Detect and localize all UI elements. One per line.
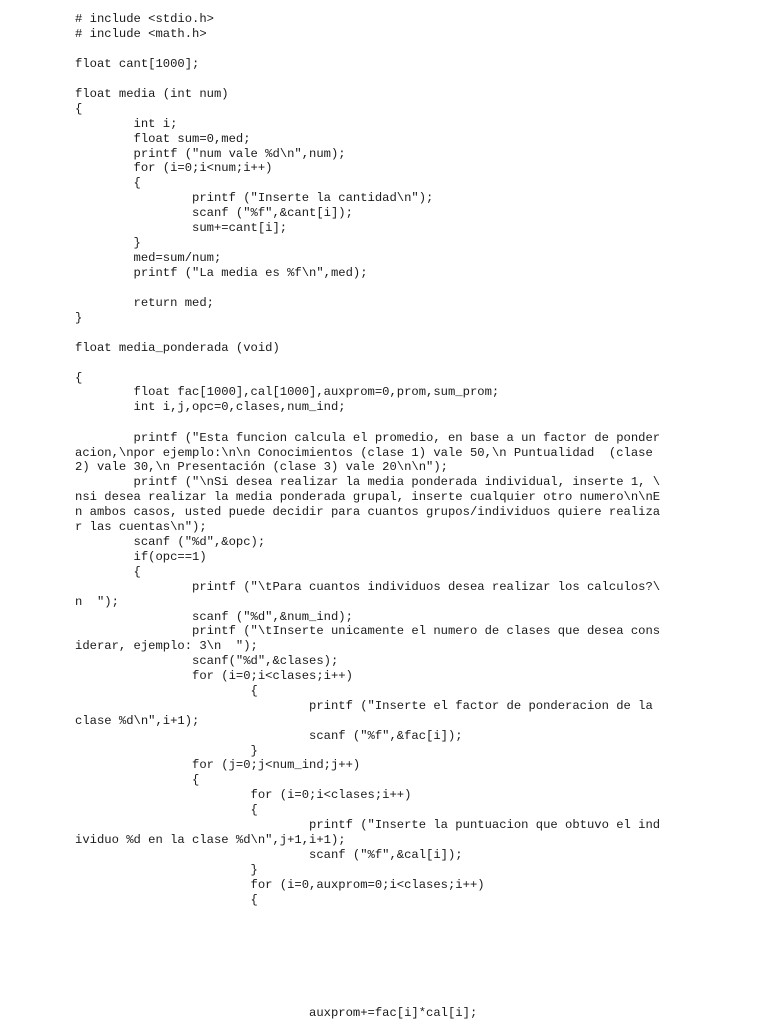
- code-line: clase %d\n",i+1);: [75, 714, 200, 728]
- code-line: nsi desea realizar la media ponderada grupal, inserte cualquier otro numero\n\nE: [75, 490, 661, 504]
- code-line: for (i=0;i<clases;i++): [75, 788, 412, 802]
- code-line: printf ("Inserte el factor de ponderacion de la: [75, 699, 653, 713]
- code-line: scanf ("%f",&fac[i]);: [75, 729, 463, 743]
- code-line: iderar, ejemplo: 3\n ");: [75, 639, 258, 653]
- code-line: printf ("Inserte la puntuacion que obtuvo el ind: [75, 818, 661, 832]
- code-line: }: [75, 236, 141, 250]
- code-line: float cant[1000];: [75, 57, 200, 71]
- code-line: {: [75, 893, 258, 907]
- code-line: printf ("\tPara cuantos individuos desea realizar los calculos?\: [75, 580, 661, 594]
- code-line: for (i=0;i<num;i++): [75, 161, 273, 175]
- code-line: 2) vale 30,\n Presentación (clase 3) vale 20\n\n");: [75, 460, 448, 474]
- code-line: scanf ("%d",&opc);: [75, 535, 266, 549]
- code-line: float fac[1000],cal[1000],auxprom=0,prom,sum_prom;: [75, 385, 500, 399]
- code-line: r las cuentas\n");: [75, 520, 207, 534]
- code-line: scanf ("%f",&cant[i]);: [75, 206, 353, 220]
- code-line: if(opc==1): [75, 550, 207, 564]
- code-line: float media_ponderada (void): [75, 341, 280, 355]
- code-line: printf ("\tInserte unicamente el numero de clases que desea cons: [75, 624, 661, 638]
- code-line: {: [75, 565, 141, 579]
- code-line: {: [75, 773, 200, 787]
- code-line: ividuo %d en la clase %d\n",j+1,i+1);: [75, 833, 346, 847]
- code-line: med=sum/num;: [75, 251, 222, 265]
- code-line: # include <math.h>: [75, 27, 207, 41]
- code-line: scanf ("%d",&num_ind);: [75, 610, 353, 624]
- code-line: auxprom+=fac[i]*cal[i];: [75, 1006, 478, 1020]
- code-line: printf ("Esta funcion calcula el promedio, en base a un factor de ponder: [75, 431, 661, 445]
- code-line: printf ("num vale %d\n",num);: [75, 147, 346, 161]
- code-line: printf ("\nSi desea realizar la media ponderada individual, inserte 1, \: [75, 475, 661, 489]
- code-line: n ambos casos, usted puede decidir para cuantos grupos/individuos quiere realiza: [75, 505, 661, 519]
- code-line: int i;: [75, 117, 178, 131]
- code-line: scanf ("%f",&cal[i]);: [75, 848, 463, 862]
- code-line: printf ("La media es %f\n",med);: [75, 266, 368, 280]
- code-line: for (j=0;j<num_ind;j++): [75, 758, 361, 772]
- code-line: }: [75, 863, 258, 877]
- code-line: {: [75, 684, 258, 698]
- code-line: for (i=0;i<clases;i++): [75, 669, 353, 683]
- code-line: {: [75, 102, 83, 116]
- code-line: {: [75, 176, 141, 190]
- code-line: # include <stdio.h>: [75, 12, 214, 26]
- code-line: int i,j,opc=0,clases,num_ind;: [75, 400, 346, 414]
- code-line: n ");: [75, 595, 119, 609]
- code-line: acion,\npor ejemplo:\n\n Conocimientos (clase 1) vale 50,\n Puntualidad (clase: [75, 446, 653, 460]
- code-line: sum+=cant[i];: [75, 221, 288, 235]
- code-line: {: [75, 371, 83, 385]
- code-line: {: [75, 803, 258, 817]
- code-line: float sum=0,med;: [75, 132, 251, 146]
- code-line: printf ("Inserte la cantidad\n");: [75, 191, 434, 205]
- code-line: }: [75, 311, 83, 325]
- code-line: for (i=0,auxprom=0;i<clases;i++): [75, 878, 485, 892]
- code-line: float media (int num): [75, 87, 229, 101]
- code-line: }: [75, 744, 258, 758]
- code-line: scanf("%d",&clases);: [75, 654, 339, 668]
- code-line: return med;: [75, 296, 214, 310]
